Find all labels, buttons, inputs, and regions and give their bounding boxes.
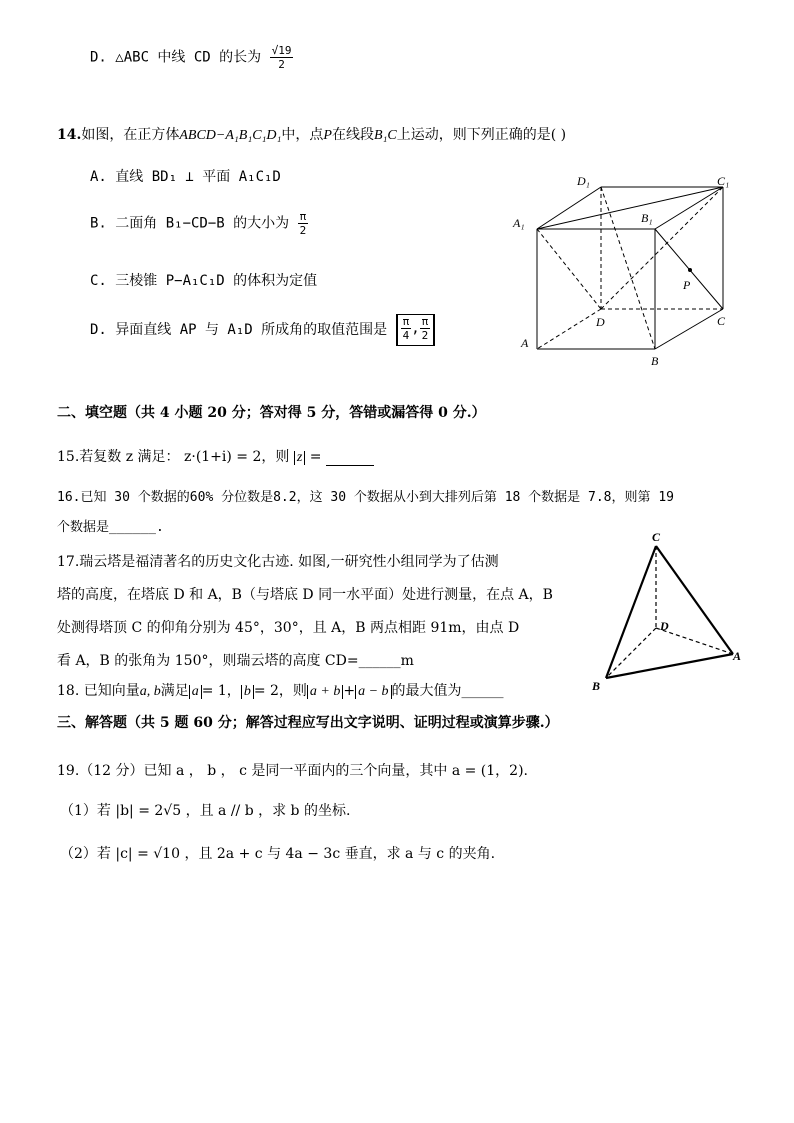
q14-stem-b: 中，点: [281, 127, 324, 143]
q14-option-b: [90, 210, 308, 237]
q19-part2: （2）若 |c| = √10 ，且 2a + c 与 4a − 3c 垂直，求 a 与 c 的夹角.: [60, 846, 496, 862]
edge-da: [537, 309, 601, 349]
label-b1: B₁: [641, 211, 653, 225]
q18-abs-diff: a − b: [355, 685, 391, 699]
q13-frac-num: √19: [271, 44, 292, 57]
q13-option-d: [90, 44, 293, 71]
q14-option-b-text: B. 二面角 B₁−CD−B 的大小为: [90, 215, 290, 232]
q14-option-d-frac2: [420, 315, 431, 342]
label-c: C: [652, 530, 661, 544]
q15-abs-z: z: [294, 451, 305, 465]
diagonal-a1c1: [537, 187, 723, 229]
q13-frac-den: 2: [278, 58, 285, 71]
label-d1: D₁: [577, 174, 590, 188]
q15-answer-blank: [326, 449, 374, 466]
segment-a1d: [537, 229, 601, 309]
section3-heading: 三、解答题（共 5 题 60 分；解答过程应写出文字说明、证明过程或演算步骤.）: [57, 715, 559, 731]
q14-option-b-den: 2: [299, 224, 307, 237]
label-c: C: [717, 314, 726, 328]
q14-stem-d: 上运动，则下列正确的是( ): [396, 127, 567, 143]
section2-heading: 二、填空题（共 4 小题 20 分；答对得 5 分，答错或漏答得 0 分.）: [57, 405, 486, 421]
q17-line2: 塔的高度，在塔底 D 和 A，B（与塔底 D 同一水平面）处进行测量，在点 A，B: [57, 587, 553, 603]
q18-vecs: a, b: [139, 684, 161, 699]
label-a: A: [733, 649, 742, 663]
q18-pre: 18. 已知向量: [57, 683, 140, 699]
q18-plus: +: [343, 683, 356, 699]
q14-option-a: A. 直线 BD₁ ⊥ 平面 A₁C₁D: [90, 169, 281, 185]
q14-option-d-frac1: [401, 315, 412, 342]
q15-text: 15.若复数 z 满足： z·(1+i) = 2，则: [57, 449, 290, 465]
q17-line4: 看 A，B 的张角为 150°，则瑞云塔的高度 CD=______m: [57, 653, 414, 669]
q18-abs-a: a: [189, 685, 202, 699]
q17-line3: 处测得塔顶 C 的仰角分别为 45°，30°，且 A，B 两点相距 91m，由点 D: [57, 620, 520, 636]
q14-option-b-num: π: [299, 210, 307, 223]
edge-c1b1: [655, 187, 723, 229]
q18-mid: 满足: [160, 683, 189, 699]
q14-stem-a: 如图，在正方体: [81, 127, 180, 143]
q19-stem: 19.（12 分）已知 a ， b ， c 是同一平面内的三个向量，其中 a = (1，2).: [57, 763, 528, 779]
q16-line2: 个数据是______.: [57, 520, 164, 535]
q14-stem: [57, 124, 566, 144]
edge-cb: [606, 546, 656, 678]
q17-line1: 17.瑞云塔是福清著名的历史文化古迹. 如图,一研究性小组同学为了估测: [57, 554, 499, 570]
label-b: B: [592, 679, 601, 693]
q14-option-d-d2: 2: [421, 329, 429, 342]
q14-cube: ABCD−A₁B₁C₁D₁: [179, 128, 282, 143]
edge-ba: [606, 654, 733, 678]
q14-option-d-n2: π: [421, 315, 429, 328]
edge-cb: [655, 309, 723, 349]
label-d: D: [596, 315, 605, 329]
cube-figure: [505, 165, 745, 375]
diagonal-dc1: [601, 187, 723, 309]
q14-option-d: [90, 314, 435, 346]
q14-segment: B₁C: [373, 128, 397, 143]
q18: [57, 680, 504, 700]
tower-figure: [588, 528, 748, 693]
edge-a1d1: [537, 187, 601, 229]
q14-option-d-d1: 4: [402, 329, 410, 342]
q18-abs-sum: a + b: [307, 685, 343, 699]
label-a1: A₁: [513, 216, 525, 230]
q18-post: 的最大值为______: [391, 683, 504, 699]
q13-option-d-text: D. △ABC 中线 CD 的长为: [90, 49, 262, 66]
q14-option-c: C. 三棱锥 P−A₁C₁D 的体积为定值: [90, 273, 318, 289]
q14-point-p: P: [323, 128, 332, 143]
label-c1: C₁: [717, 174, 730, 188]
q15-eq: =: [309, 449, 322, 465]
label-d: D: [660, 619, 669, 633]
label-p: P: [683, 278, 691, 292]
q18-abs-b: b: [241, 685, 254, 699]
q14-stem-c: 在线段: [331, 127, 374, 143]
q16-line1: 16.已知 30 个数据的60% 分位数是8.2，这 30 个数据从小到大排列后第 18 个数据是 7.8，则第 19: [57, 490, 674, 505]
q13-fraction: [270, 44, 294, 71]
edge-ca: [656, 546, 733, 654]
q14-option-d-text: D. 异面直线 AP 与 A₁D 所成角的取值范围是: [90, 322, 388, 338]
label-b: B: [651, 354, 659, 368]
q14-number: 14.: [57, 127, 82, 143]
q19-part1: （1）若 |b| = 2√5 ，且 a // b ，求 b 的坐标.: [60, 803, 351, 819]
q14-option-b-fraction: [298, 210, 309, 237]
q15: [57, 446, 374, 466]
point-p: [688, 268, 692, 272]
q18-eq2: = 2，则: [253, 683, 307, 699]
label-a: A: [521, 336, 529, 350]
q14-option-d-n1: π: [402, 315, 410, 328]
q18-eq1: = 1，: [201, 683, 241, 699]
q14-option-d-interval: $\frac{\pi}{4}$ , $\frac{\pi}{2}$: [396, 314, 436, 346]
